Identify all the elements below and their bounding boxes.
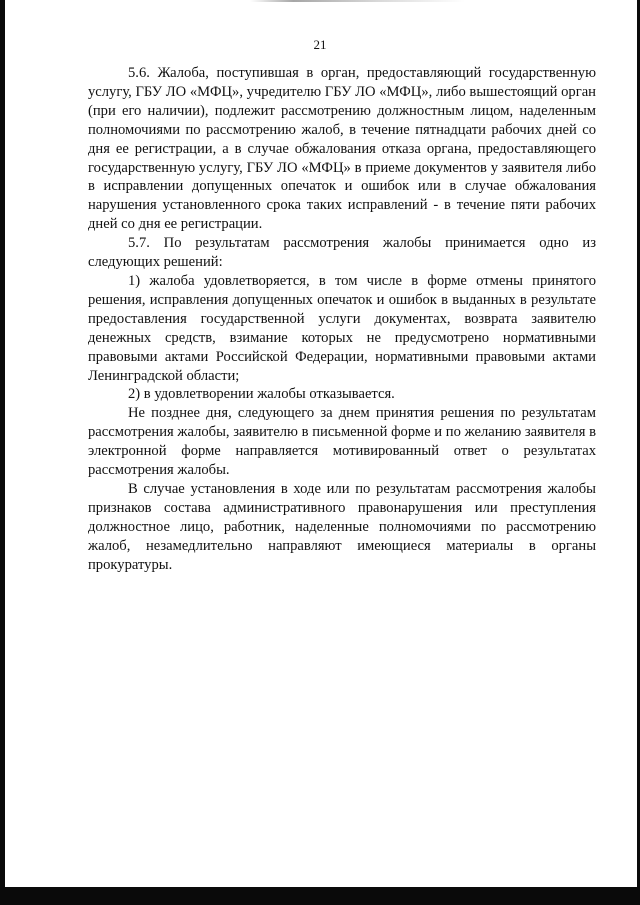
paragraph-prosecutor-referral: В случае установления в ходе или по результатам рассмотрения жалобы признаков состава административного правонарушения или преступления должностное лицо, работник, наделенные полномочиями по рассмотрению жалоб, незамедлительно направляют имеющиеся материалы в органы прокуратуры.: [88, 480, 596, 573]
paragraph-response-deadline: Не позднее дня, следующего за днем принятия решения по результатам рассмотрения жалобы, заявителю в письменной форме и по желанию заявителя в электронной форме направляется мотивированный ответ о результатах рассмотрения жалобы.: [88, 405, 596, 479]
list-item-decision-1: 1) жалоба удовлетворяется, в том числе в форме отмены принятого решения, исправления допущенных опечаток и ошибок в выданных в результате предоставления государственной услуги документах, возврата заявителю денежных средств, взимание которых не предусмотрено нормативными правовыми актами Российской Федерации, нормативными правовыми актами Ленинградской области;: [88, 272, 596, 384]
paragraph-5-6: 5.6. Жалоба, поступившая в орган, предоставляющий государственную услугу, ГБУ ЛО «МФЦ», учредителю ГБУ ЛО «МФЦ», либо вышестоящий орган (при его наличии), подлежит рассмотрению должностным лицом, наделенным полномочиями по рассмотрению жалоб, в течение пятнадцати рабочих дней со дня ее регистрации, а в случае обжалования отказа органа, предоставляющего государственную услугу, ГБУ ЛО «МФЦ» в приеме документов у заявителя либо в исправлении допущенных опечаток и ошибок или в случае обжалования нарушения установленного срока таких исправлений - в течение пяти рабочих дней со дня ее регистрации.: [88, 65, 596, 233]
scan-edge-bottom: [0, 887, 640, 905]
document-body: [88, 64, 596, 574]
scan-edge-left: [0, 0, 5, 905]
list-item-decision-2: 2) в удовлетворении жалобы отказывается.: [128, 386, 395, 403]
paragraph-5-7: 5.7. По результатам рассмотрения жалобы принимается одно из следующих решений:: [88, 235, 596, 271]
page-number: 21: [313, 37, 327, 52]
scan-top-artifact: [250, 0, 465, 2]
